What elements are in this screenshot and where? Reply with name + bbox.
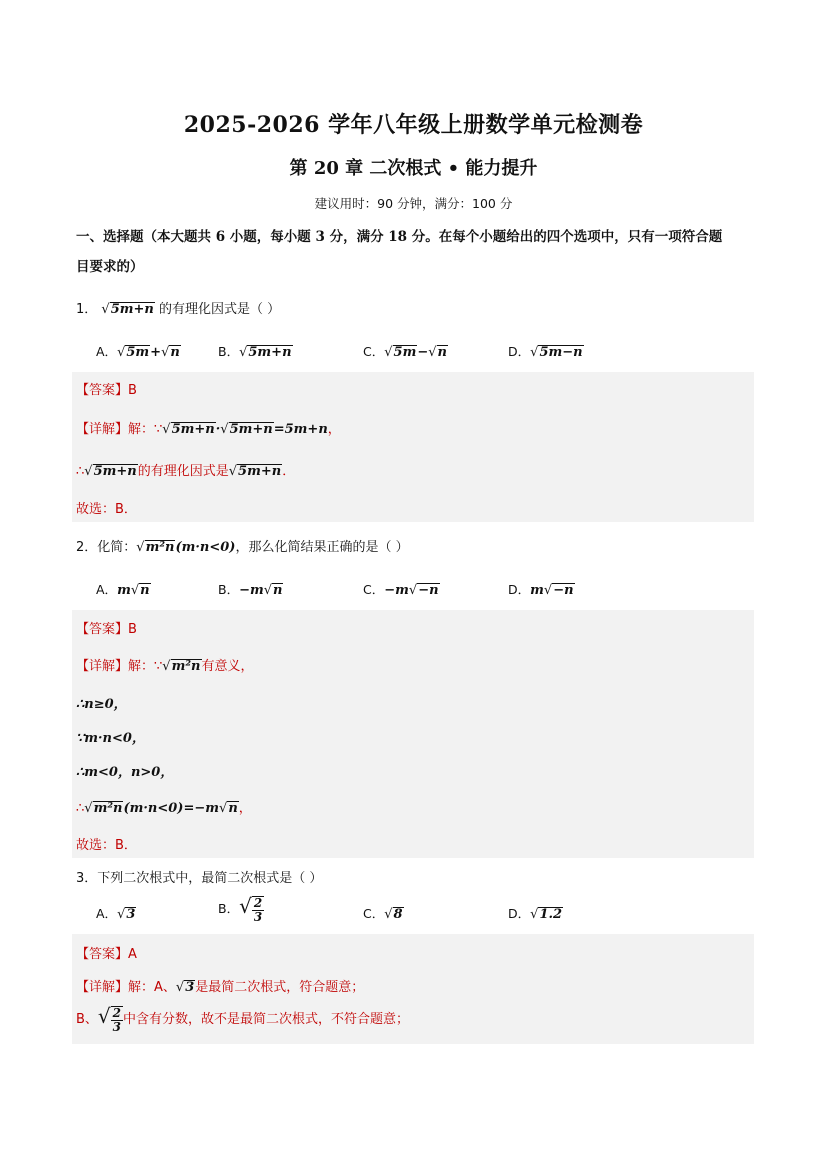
q1-option-d: D．√5m−n (508, 344, 583, 360)
q3-option-c: C．√8 (363, 906, 403, 922)
q1-option-a: A．√5m+√n (96, 344, 180, 360)
q1-detail: 【详解】解：∵√5m+n·√5m+n=5m+n， (76, 422, 341, 437)
q1-conclusion: 故选：B． (76, 502, 137, 517)
q1-detail-line2: ∴√5m+n的有理化因式是√5m+n． (76, 464, 296, 479)
q1-answer-box (72, 372, 754, 522)
q2-option-b: B．−m√n (218, 582, 283, 598)
q2-conclusion: 故选：B． (76, 838, 137, 853)
question-2: 2．化简：√m²n(m·n<0)，那么化简结果正确的是（ ） (76, 540, 409, 555)
q1-option-b: B．√5m+n (218, 344, 292, 360)
q2-answer: 【答案】B (76, 622, 137, 637)
q2-option-d: D．m√−n (508, 582, 574, 598)
q2-option-c: C．−m√−n (363, 582, 439, 598)
exam-timing: 建议用时：90 分钟，满分：100 分 (314, 196, 513, 211)
q3-answer: 【答案】A (76, 947, 137, 962)
q2-step-2: ∵m·n<0， (76, 731, 145, 746)
q1-option-c: C．√5m−√n (363, 344, 447, 360)
document-subtitle: 第 20 章 二次根式 • 能力提升 (289, 158, 538, 179)
q3-detail-b: B、√ $\frac{2}{3}$ 中含有分数，故不是最简二次根式，不符合题意； (76, 1004, 410, 1034)
question-3: 3．下列二次根式中，最简二次根式是（ ） (76, 871, 323, 886)
q3-option-d: D．√1.2 (508, 906, 563, 922)
q1-answer: 【答案】B (76, 383, 137, 398)
q2-step-1: ∴n≥0， (76, 697, 127, 712)
q3-option-a: A．√3 (96, 906, 136, 922)
q1-expression: √5m+n (101, 302, 154, 317)
q2-detail: 【详解】解：∵√m²n有意义， (76, 659, 254, 674)
document-title: 2025-2026 学年八年级上册数学单元检测卷 (183, 112, 644, 138)
q3-option-b: B．√ $\frac{2}{3}$ (218, 894, 263, 924)
q2-step-3: ∴m<0，n>0， (76, 765, 174, 780)
q3-detail: 【详解】解：A、√3是最简二次根式，符合题意； (76, 980, 365, 995)
q2-option-a: A．m√n (96, 582, 150, 598)
q2-answer-box (72, 610, 754, 858)
question-1: 1． √5m+n 的有理化因式是（ ） (76, 302, 281, 317)
q2-step-4: ∴√m²n(m·n<0)=−m√n， (76, 801, 252, 816)
section-heading: 一、选择题（本大题共 6 小题，每小题 3 分，满分 18 分。在每个小题给出的四个选项中，只有一项符合题 目要求的） (76, 229, 723, 275)
